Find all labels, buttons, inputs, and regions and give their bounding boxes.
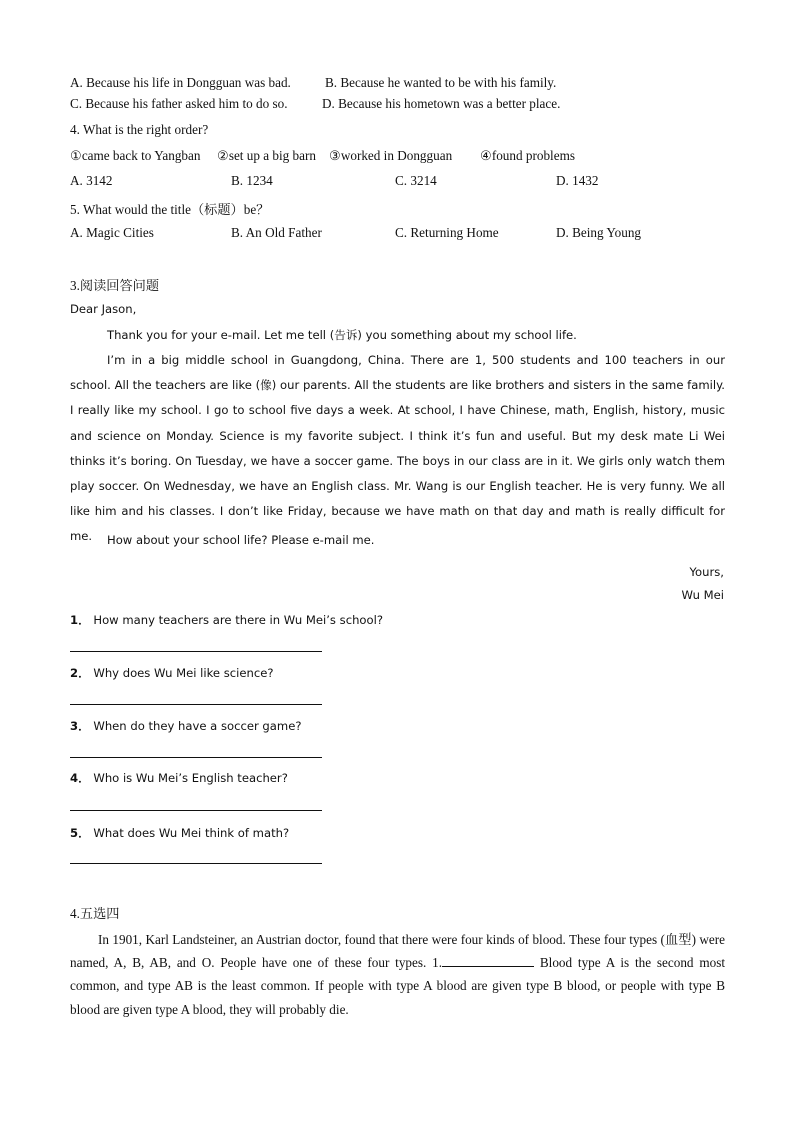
q4-question: 4. What is the right order? [70, 122, 209, 137]
question-5 [70, 825, 289, 841]
question-4-text: Who is Wu Mei’s English teacher? [93, 771, 288, 785]
letter-signature: Wu Mei [681, 588, 724, 602]
question-2-text: Why does Wu Mei like science? [93, 666, 274, 680]
q5-option-b: B. An Old Father [231, 225, 322, 240]
section-4-heading: 4.五选四 [70, 906, 120, 921]
q5-option-d: D. Being Young [556, 225, 642, 240]
answer-line-3[interactable] [70, 757, 322, 758]
q3-option-b: B. Because he wanted to be with his family. [325, 75, 557, 90]
answer-line-1[interactable] [70, 651, 322, 652]
question-4 [70, 770, 288, 786]
question-2 [70, 665, 274, 681]
section-4-passage-part-2: Blood type A is the second most common, and type AB is the least common. If people with type A blood are given type B blood, or people with type B blood are given type A blood, they will probably die. [70, 955, 725, 1017]
q4-option-a: A. 3142 [70, 173, 113, 188]
q3-option-a: A. Because his life in Dongguan was bad. [70, 75, 291, 90]
question-1-text: How many teachers are there in Wu Mei’s school? [93, 613, 383, 627]
q5-option-a: A. Magic Cities [70, 225, 154, 240]
q3-options-row-2 [70, 96, 725, 114]
answer-line-5[interactable] [70, 863, 322, 864]
q4-item-4: ④found problems [480, 148, 575, 163]
q3-option-d: D. Because his hometown was a better place. [322, 96, 561, 111]
letter-paragraph-2: I’m in a big middle school in Guangdong, China. There are 1, 500 students and 100 teachers in our school. All the teachers are like (像) our parents. All the students are like brothers and sisters in the same family. I really like my school. I go to school five days a week. At school, I have Chinese, math, English, history, music and science on Monday. Science is my favorite subject. I think it’s fun and useful. But my desk mate Li Wei thinks it’s boring. On Tuesday, we have a soccer game. The boys in our class are in it. We girls only watch them play soccer. On Wednesday, we have an English class. Mr. Wang is our English teacher. He is very funny. We all like him and his classes. I don’t like Friday, because we have math on that day and math is really difficult for me. [70, 353, 725, 544]
q4-item-3: ③worked in Dongguan [329, 148, 453, 163]
question-4-number: 4． [70, 771, 90, 785]
section-3-heading: 3.阅读回答问题 [70, 278, 160, 293]
q5-option-c: C. Returning Home [395, 225, 499, 240]
letter-paragraph-3: How about your school life? Please e-mail me. [107, 533, 375, 547]
q4-item-1: ①came back to Yangban [70, 148, 201, 163]
letter-paragraph-1: Thank you for your e-mail. Let me tell (告诉) you something about my school life. [107, 328, 577, 342]
q5-question: 5. What would the title（标题）be？ [70, 202, 270, 217]
question-1-number: 1． [70, 613, 90, 627]
letter-closing: Yours, [689, 565, 724, 579]
question-3 [70, 718, 301, 734]
question-1 [70, 612, 383, 628]
q5-options [70, 225, 725, 243]
q4-options [70, 173, 725, 191]
question-3-text: When do they have a soccer game? [93, 719, 302, 733]
letter-salutation: Dear Jason, [70, 302, 137, 316]
answer-line-4[interactable] [70, 810, 322, 811]
q4-items [70, 148, 725, 166]
q4-option-b: B. 1234 [231, 173, 273, 188]
section-4-passage [70, 928, 725, 1021]
q4-option-d: D. 1432 [556, 173, 599, 188]
q4-option-c: C. 3214 [395, 173, 437, 188]
question-3-number: 3． [70, 719, 90, 733]
blank-1[interactable] [442, 955, 534, 967]
question-5-text: What does Wu Mei think of math? [93, 826, 290, 840]
q3-options-row-1 [70, 75, 725, 93]
answer-line-2[interactable] [70, 704, 322, 705]
q4-item-2: ②set up a big barn [217, 148, 316, 163]
q3-option-c: C. Because his father asked him to do so. [70, 96, 288, 111]
question-5-number: 5． [70, 826, 90, 840]
section-4-passage-part-1: In 1901, Karl Landsteiner, an Austrian doctor, found that there were four kinds of blood. These four types (血型) were named, A, B, AB, and O. People have one of these four types. 1. [70, 932, 725, 971]
question-2-number: 2． [70, 666, 90, 680]
